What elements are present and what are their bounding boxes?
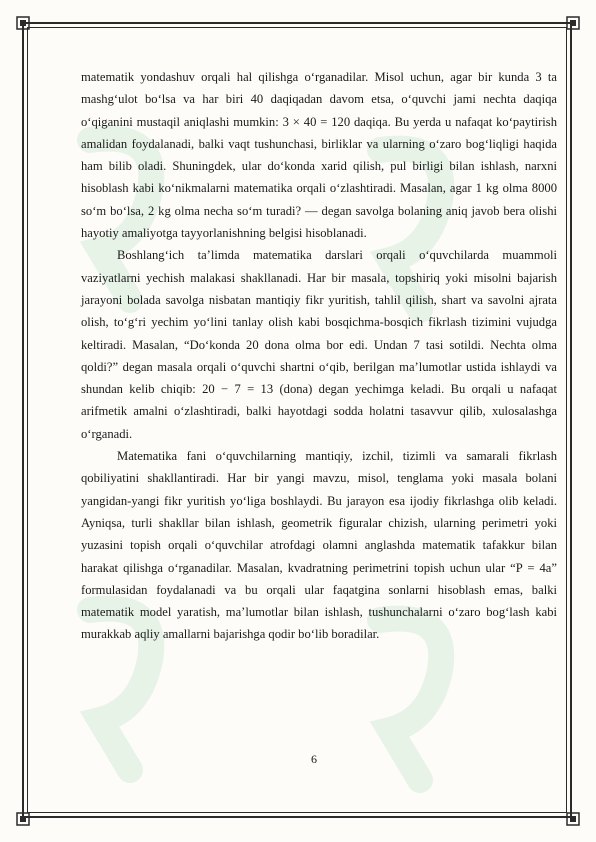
corner-ornament-icon <box>566 16 580 30</box>
corner-ornament-icon <box>566 812 580 826</box>
paragraph-1: matematik yondashuv orqali hal qilishga o‘rganadilar. Misol uchun, agar bir kunda 3 ta mashg‘ulot bo‘lsa va har biri 40 daqiqadan davom etsa, o‘quvchi jami nechta daqiqa o‘qiganini mustaqil aniqlashi mumkin: 3 × 40 = 120 daqiqa. Bu yerda u nafaqat ko‘paytirish amalidan foydalanadi, balki vaqt tushunchasi, birliklar va ularning o‘zaro bog‘liqligi haqida ham bilib oladi. Shuningdek, ular do‘konda xarid qilish, pul birligi bilan ishlash, narxni hisoblash kabi ko‘nikmalarni matematika orqali o‘zlashtiradi. Masalan, agar 1 kg olma 8000 so‘m bo‘lsa, 2 kg olma necha so‘m turadi? — degan savolga bolaning aniq javob bera olishi hayotiy amaliyotga tayyorlanishning belgisi hisoblanadi. <box>81 70 557 241</box>
page-number: 6 <box>311 752 317 766</box>
paragraph-3: Matematika fani o‘quvchilarning mantiqiy, izchil, tizimli va samarali fikrlash qobiliyatini shakllantiradi. Har bir yangi mavzu, misol, tenglama yoki masala bolani yangidan-yangi fikr yuritish yo‘liga boshlaydi. Bu jarayon esa ijodiy fikrlashga olib keladi. Ayniqsa, turli shakllar bilan ishlash, geometrik figuralar chizish, ularning perimetri yoki yuzasini topish orqali o‘quvchilar atrofdagi olamni anglashda matematik tafakkur bilan harakat qilishga o‘rganadilar. Masalan, kvadratning perimetrini topish uchun ular “P = 4a” formulasidan foydalanadi va bu orqali ular faqatgina sonlarni hisoblash emas, balki matematik model yaratish, ma’lumotlar bilan ishlash, tushunchalarni o‘zaro bog‘lash kabi murakkab aqliy amallarni bajarishga qodir bo‘lib boradilar. <box>81 449 557 642</box>
document-body <box>81 66 557 646</box>
corner-ornament-icon <box>16 16 30 30</box>
paragraph-2: Boshlang‘ich ta’limda matematika darslari orqali o‘quvchilarda muammoli vaziyatlarni yechish malakasi shakllanadi. Har bir masala, topshiriq yoki misolni bajarish jarayoni bolada savolga nisbatan mantiqiy fikr yuritish, tahlil qilish, shart va savolni ajrata olish, to‘g‘ri yechim yo‘lini tanlay olish kabi bosqichma-bosqich fikrlash tizimini vujudga keltiradi. Masalan, “Do‘konda 20 dona olma bor edi. Undan 7 tasi sotildi. Nechta olma qoldi?” degan masala orqali o‘quvchi shartni o‘qib, berilgan ma’lumotlar ustida ishlaydi va shundan kelib chiqib: 20 − 7 = 13 (dona) degan yechimga keladi. Bu orqali u nafaqat arifmetik amalni o‘zlashtiradi, balki hayotdagi sodda holatni tasavvur qilib, xulosalashga o‘rganadi. <box>81 248 557 441</box>
corner-ornament-icon <box>16 812 30 826</box>
